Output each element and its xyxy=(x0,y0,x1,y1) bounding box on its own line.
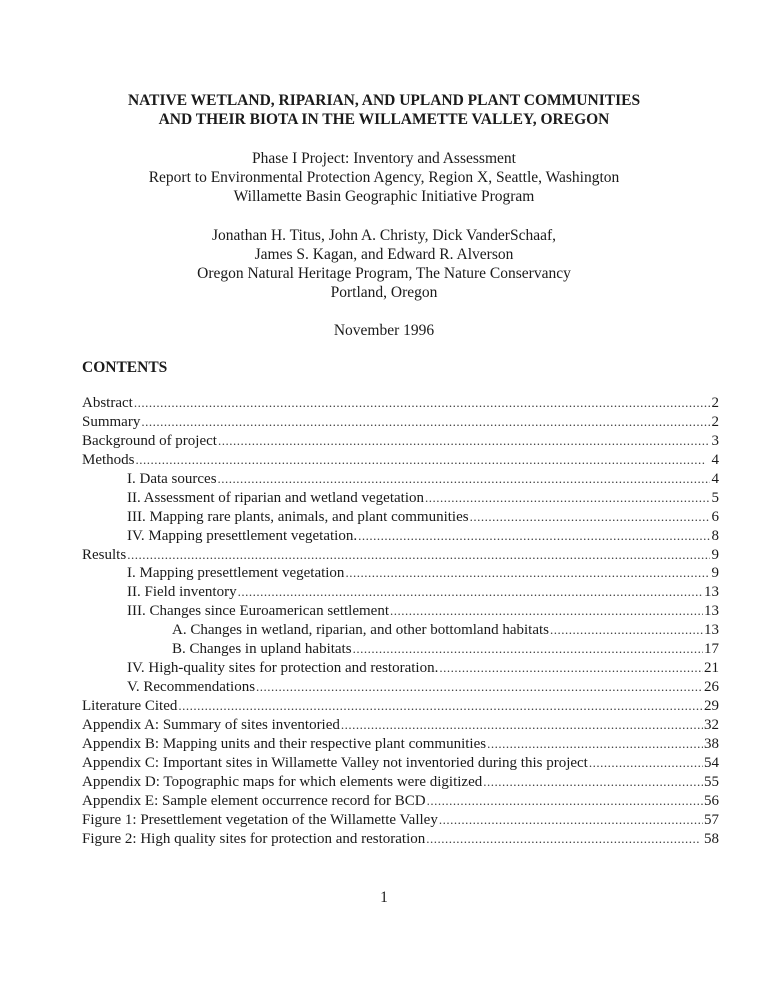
toc-entry-literature-cited[interactable]: Literature Cited ..... 29 xyxy=(82,697,719,716)
title-line-1: NATIVE WETLAND, RIPARIAN, AND UPLAND PLANT COMMUNITIES xyxy=(127,92,641,109)
project-line-3: Willamette Basin Geographic Initiative Program xyxy=(233,188,535,205)
project-line-1: Phase I Project: Inventory and Assessment xyxy=(252,150,516,167)
toc-entry-abstract[interactable]: Abstract ..... 2 xyxy=(82,394,719,413)
toc-entry-appendix-b[interactable]: Appendix B: Mapping units and their respective plant communities ..... 38 xyxy=(82,735,719,754)
toc-entry-changes-upland[interactable]: B. Changes in upland habitats ..... 17 xyxy=(82,640,719,659)
toc-entry-high-quality-sites[interactable]: IV. High-quality sites for protection and restoration. ..... 21 xyxy=(82,659,719,678)
toc-entry-changes-wetland[interactable]: A. Changes in wetland, riparian, and other bottomland habitats ..... 13 xyxy=(82,621,719,640)
toc-entry-summary[interactable]: Summary ..... 2 xyxy=(82,413,719,432)
toc-entry-changes-since-settlement[interactable]: III. Changes since Euroamerican settlement ..... 13 xyxy=(82,602,719,621)
toc-entry-recommendations[interactable]: V. Recommendations ..... 26 xyxy=(82,678,719,697)
toc-entry-assessment[interactable]: II. Assessment of riparian and wetland vegetation ..... 5 xyxy=(82,489,719,508)
table-of-contents xyxy=(82,394,719,849)
location-line: Portland, Oregon xyxy=(330,284,438,301)
toc-entry-data-sources[interactable]: I. Data sources ..... 4 xyxy=(82,470,719,489)
toc-entry-figure-1[interactable]: Figure 1: Presettlement vegetation of the Willamette Valley ..... 57 xyxy=(82,811,719,830)
toc-entry-figure-2[interactable]: Figure 2: High quality sites for protection and restoration ..... 58 xyxy=(82,830,719,849)
project-line-2: Report to Environmental Protection Agency, Region X, Seattle, Washington xyxy=(148,169,620,186)
toc-entry-background[interactable]: Background of project ..... 3 xyxy=(82,432,719,451)
author-line-2: James S. Kagan, and Edward R. Alverson xyxy=(254,246,514,263)
author-line-1: Jonathan H. Titus, John A. Christy, Dick VanderSchaaf, xyxy=(211,227,556,244)
toc-entry-mapping-rare[interactable]: III. Mapping rare plants, animals, and plant communities ..... 6 xyxy=(82,508,719,527)
toc-entry-methods[interactable]: Methods ..... 4 xyxy=(82,451,719,470)
contents-heading: CONTENTS xyxy=(82,359,168,376)
title-line-2: AND THEIR BIOTA IN THE WILLAMETTE VALLEY, OREGON xyxy=(158,111,610,128)
toc-entry-appendix-c[interactable]: Appendix C: Important sites in Willamette Valley not inventoried during this project ..... 54 xyxy=(82,754,719,773)
toc-entry-appendix-d[interactable]: Appendix D: Topographic maps for which elements were digitized ..... 55 xyxy=(82,773,719,792)
toc-entry-appendix-a[interactable]: Appendix A: Summary of sites inventoried ..... 32 xyxy=(82,716,719,735)
organization-line: Oregon Natural Heritage Program, The Nature Conservancy xyxy=(197,265,571,282)
toc-entry-results[interactable]: Results ..... 9 xyxy=(82,546,719,565)
toc-entry-mapping-presettlement-methods[interactable]: IV. Mapping presettlement vegetation. ..... 8 xyxy=(82,527,719,546)
page-number: 1 xyxy=(380,889,388,906)
toc-entry-mapping-presettlement-results[interactable]: I. Mapping presettlement vegetation ..... 9 xyxy=(82,564,719,583)
toc-entry-field-inventory[interactable]: II. Field inventory ..... 13 xyxy=(82,583,719,602)
report-date: November 1996 xyxy=(333,322,435,339)
toc-entry-appendix-e[interactable]: Appendix E: Sample element occurrence record for BCD ..... 56 xyxy=(82,792,719,811)
